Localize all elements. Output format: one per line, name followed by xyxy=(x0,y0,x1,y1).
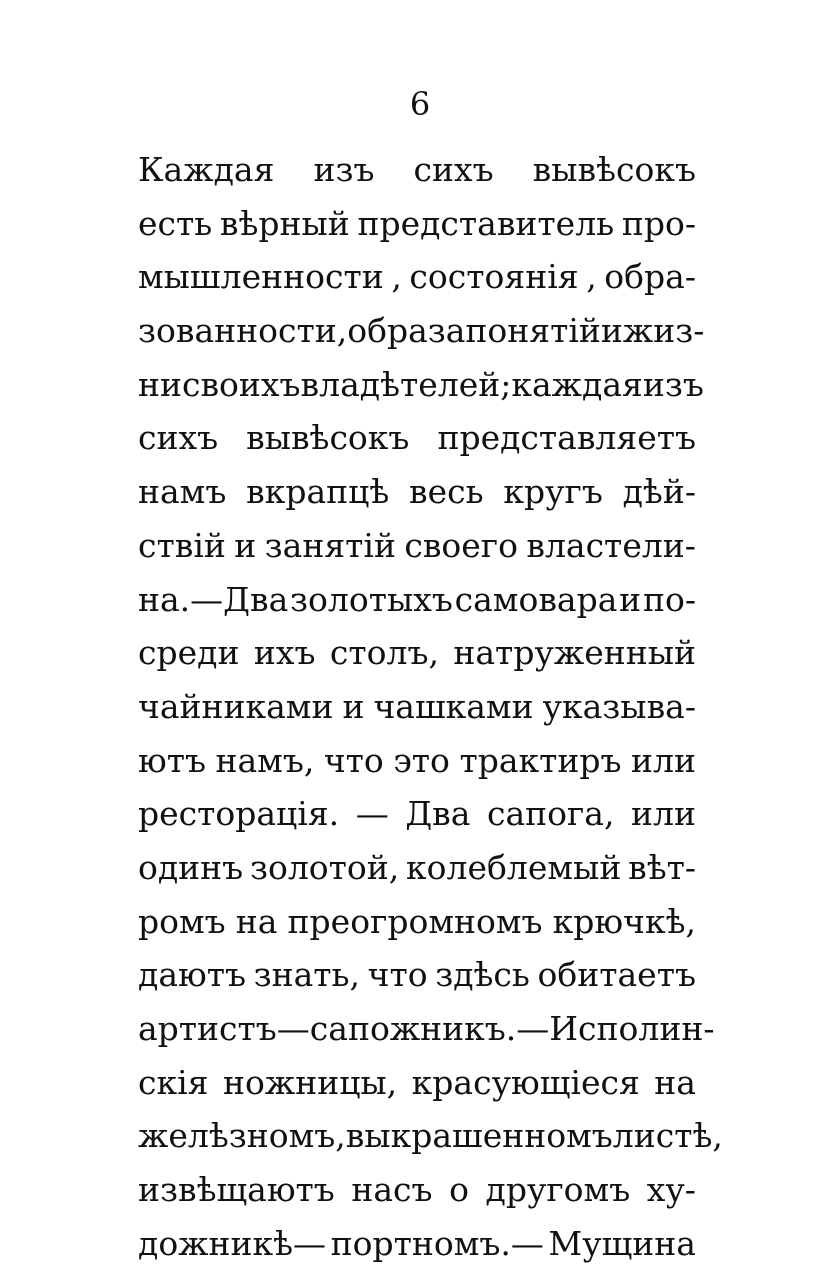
text-word: по- xyxy=(642,579,696,619)
text-word: преогромномъ xyxy=(287,901,543,941)
text-word: ютъ xyxy=(138,740,206,780)
text-line xyxy=(138,948,696,1002)
text-word: натруженный xyxy=(453,633,696,673)
text-word: каждая xyxy=(511,364,643,404)
text-word: среди xyxy=(138,633,240,673)
text-line xyxy=(138,787,696,841)
text-word: столъ, xyxy=(329,633,439,673)
text-line xyxy=(138,465,696,519)
text-word: ихъ xyxy=(253,633,316,673)
text-word: сапога, xyxy=(486,794,615,834)
text-word: красующіеся xyxy=(411,1062,640,1102)
page-number: 6 xyxy=(409,85,431,123)
text-word: знать, xyxy=(253,955,360,995)
text-word: и xyxy=(234,525,257,565)
text-word: что xyxy=(323,740,384,780)
text-word: портномъ.— xyxy=(330,1223,544,1263)
text-line xyxy=(138,626,696,680)
text-word: кругъ xyxy=(503,472,603,512)
text-word: намъ xyxy=(138,472,227,512)
text-word: обра- xyxy=(604,257,696,297)
text-line xyxy=(138,304,705,358)
text-word: одинъ xyxy=(138,847,244,887)
text-word: образа xyxy=(347,311,466,351)
text-word: о xyxy=(449,1170,469,1210)
text-word: на xyxy=(235,901,278,941)
text-word: намъ, xyxy=(215,740,315,780)
text-word: своего xyxy=(404,525,518,565)
text-word: своихъ xyxy=(182,364,301,404)
text-word: чайниками xyxy=(138,686,334,726)
text-line xyxy=(138,1056,696,1110)
text-word: зованности, xyxy=(138,311,348,351)
text-word: ресторація. xyxy=(138,794,340,834)
text-word: трактиръ xyxy=(459,740,622,780)
text-word: — xyxy=(355,794,389,834)
text-line xyxy=(138,1163,696,1217)
text-word: обитаетъ xyxy=(537,955,696,995)
text-word: ножницы, xyxy=(222,1062,398,1102)
text-word: представляетъ xyxy=(437,418,696,458)
text-word: состоянія xyxy=(409,257,579,297)
text-word: золотыхъ xyxy=(290,579,453,619)
text-line xyxy=(138,680,696,734)
text-word: выкрашенномъ xyxy=(345,1116,613,1156)
text-word: чашками xyxy=(373,686,534,726)
text-line xyxy=(138,143,696,197)
text-line xyxy=(138,1109,723,1163)
text-word: Каждая xyxy=(138,150,275,189)
text-line xyxy=(138,1002,715,1056)
text-word: что xyxy=(367,955,428,995)
text-word: понятій xyxy=(465,311,601,351)
text-word: дожникѣ— xyxy=(138,1223,327,1263)
text-word: , xyxy=(586,257,597,297)
text-line xyxy=(138,734,696,788)
text-word: скія xyxy=(138,1062,209,1102)
text-word: Два xyxy=(405,794,471,834)
text-word: занятій xyxy=(264,525,396,565)
text-word: и xyxy=(600,311,623,351)
text-word: вѣт- xyxy=(628,847,696,887)
text-word: владѣтелей; xyxy=(300,364,512,404)
text-line xyxy=(138,411,696,465)
text-word: ху- xyxy=(646,1170,696,1210)
text-word: изъ xyxy=(642,364,704,404)
text-word: ни xyxy=(138,364,182,404)
text-word: мышленности xyxy=(138,257,384,297)
text-word: дѣй- xyxy=(622,472,696,512)
text-word: вкрапцѣ xyxy=(246,472,390,512)
text-word: вывѣсокъ xyxy=(246,418,410,458)
text-line xyxy=(138,1217,696,1270)
text-word: самовара xyxy=(454,579,618,619)
text-word: вѣрный xyxy=(219,203,350,243)
text-line xyxy=(138,197,696,251)
text-word: на xyxy=(654,1062,696,1102)
text-word: артистъ xyxy=(138,1009,277,1048)
text-word: ромъ xyxy=(138,901,226,941)
text-word: здѣсь xyxy=(435,955,530,995)
text-word: изъ xyxy=(313,150,375,189)
text-word: представитель xyxy=(357,203,615,243)
text-word: и xyxy=(619,579,642,619)
text-word: листѣ, xyxy=(612,1116,723,1156)
text-word: или xyxy=(631,794,696,834)
text-word: указыва- xyxy=(542,686,696,726)
text-word: про- xyxy=(621,203,696,243)
text-line xyxy=(138,895,696,949)
text-word: сапожникъ.—Исполин- xyxy=(309,1009,715,1048)
text-line xyxy=(138,573,696,627)
text-word: даютъ xyxy=(138,955,246,995)
text-line xyxy=(138,358,704,412)
text-word: ствій xyxy=(138,525,226,565)
text-line xyxy=(138,841,696,895)
text-word: сихъ xyxy=(138,418,219,458)
text-word: желѣзномъ, xyxy=(138,1116,346,1156)
text-word: — xyxy=(276,1009,310,1048)
text-word: колеблемый xyxy=(406,847,622,887)
text-word: насъ xyxy=(351,1170,433,1210)
text-word: и xyxy=(342,686,365,726)
text-word: вывѣсокъ xyxy=(532,150,696,189)
text-word: властели- xyxy=(526,525,696,565)
text-word: жиз- xyxy=(622,311,705,351)
text-word: есть xyxy=(138,203,213,243)
text-line xyxy=(138,250,696,304)
text-word: , xyxy=(391,257,402,297)
body-text xyxy=(138,143,723,1270)
text-word: золотой, xyxy=(249,847,400,887)
text-word: Мущина xyxy=(548,1223,696,1263)
text-word: весь xyxy=(409,472,484,512)
text-word: сихъ xyxy=(413,150,494,189)
text-word: другомъ xyxy=(485,1170,631,1210)
text-word: это xyxy=(393,740,450,780)
text-word: крючкѣ, xyxy=(552,901,696,941)
text-word: на.—Два xyxy=(138,579,289,619)
text-line xyxy=(138,519,696,573)
text-word: или xyxy=(631,740,696,780)
text-word: извѣщаютъ xyxy=(138,1170,335,1210)
